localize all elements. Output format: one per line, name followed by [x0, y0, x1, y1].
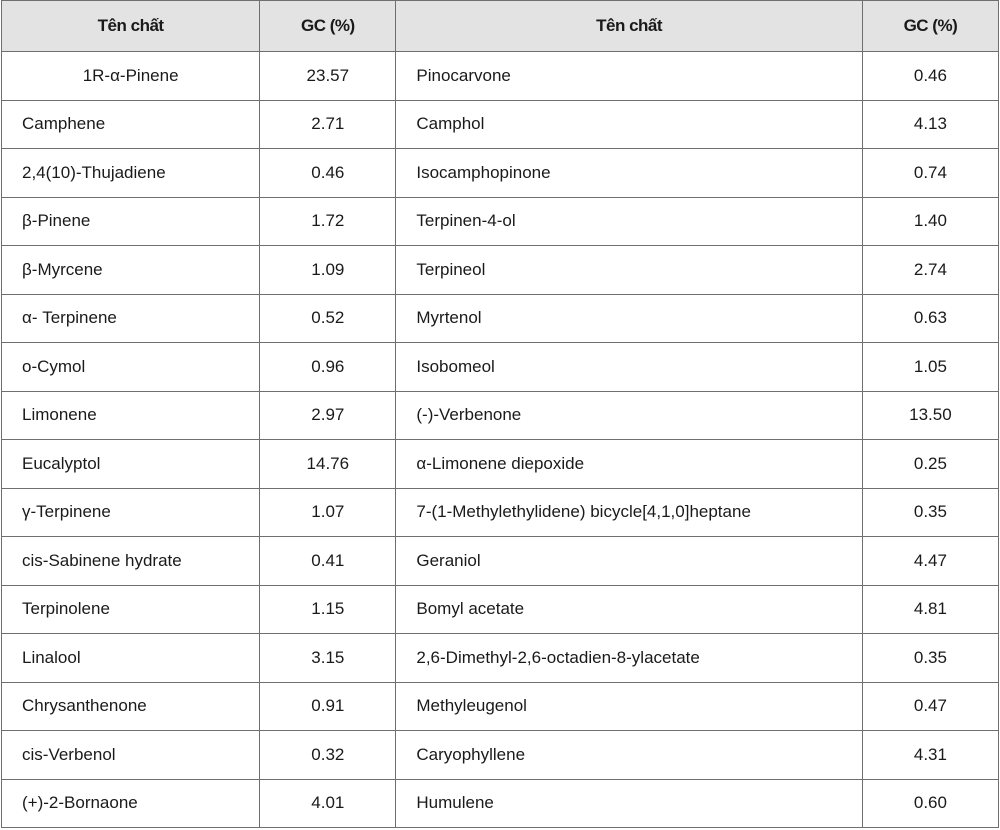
table-row	[2, 391, 999, 440]
table-row	[2, 634, 999, 683]
gc-value-cell: 0.32	[260, 731, 396, 780]
compound-name-cell: β-Pinene	[2, 197, 260, 246]
header-row	[2, 1, 999, 52]
compound-name-cell: Pinocarvone	[396, 52, 862, 101]
compound-name-cell: Terpinen-4-ol	[396, 197, 862, 246]
compound-name-cell: Terpineol	[396, 246, 862, 295]
gc-value-cell: 4.47	[862, 537, 998, 586]
gc-value-cell: 4.81	[862, 585, 998, 634]
compound-name-cell: Terpinolene	[2, 585, 260, 634]
table-row	[2, 100, 999, 149]
header-name-right: Tên chất	[396, 1, 862, 52]
gc-value-cell: 13.50	[862, 391, 998, 440]
compound-name-cell: Limonene	[2, 391, 260, 440]
table-row	[2, 440, 999, 489]
compound-name-cell: Bomyl acetate	[396, 585, 862, 634]
table-row	[2, 488, 999, 537]
gc-value-cell: 1.05	[862, 343, 998, 392]
gc-value-cell: 2.71	[260, 100, 396, 149]
header-gc-right: GC (%)	[862, 1, 998, 52]
compound-name-cell: Myrtenol	[396, 294, 862, 343]
gc-value-cell: 4.01	[260, 779, 396, 828]
compound-name-cell: α- Terpinene	[2, 294, 260, 343]
compound-name-cell: Isobomeol	[396, 343, 862, 392]
gc-value-cell: 0.46	[260, 149, 396, 198]
gc-value-cell: 0.41	[260, 537, 396, 586]
table-row	[2, 537, 999, 586]
gc-value-cell: 0.35	[862, 488, 998, 537]
compound-name-cell: β-Myrcene	[2, 246, 260, 295]
gc-value-cell: 1.07	[260, 488, 396, 537]
table-row	[2, 246, 999, 295]
compound-name-cell: Camphene	[2, 100, 260, 149]
header-name-left: Tên chất	[2, 1, 260, 52]
gc-value-cell: 4.13	[862, 100, 998, 149]
compound-name-cell: (-)-Verbenone	[396, 391, 862, 440]
compound-name-cell: Camphol	[396, 100, 862, 149]
gc-value-cell: 1.09	[260, 246, 396, 295]
gc-value-cell: 3.15	[260, 634, 396, 683]
gc-value-cell: 0.52	[260, 294, 396, 343]
compound-name-cell: Isocamphopinone	[396, 149, 862, 198]
gc-value-cell: 2.97	[260, 391, 396, 440]
compound-name-cell: Humulene	[396, 779, 862, 828]
compound-name-cell: 2,4(10)-Thujadiene	[2, 149, 260, 198]
gc-value-cell: 23.57	[260, 52, 396, 101]
compound-name-cell: cis-Sabinene hydrate	[2, 537, 260, 586]
compound-table	[1, 0, 999, 828]
table-row	[2, 52, 999, 101]
gc-value-cell: 0.63	[862, 294, 998, 343]
table-row	[2, 779, 999, 828]
table-row	[2, 682, 999, 731]
gc-value-cell: 0.46	[862, 52, 998, 101]
compound-name-cell: o-Cymol	[2, 343, 260, 392]
table-row	[2, 343, 999, 392]
table-row	[2, 294, 999, 343]
gc-value-cell: 0.60	[862, 779, 998, 828]
compound-name-cell: 1R-α-Pinene	[2, 52, 260, 101]
compound-name-cell: Methyleugenol	[396, 682, 862, 731]
gc-value-cell: 0.47	[862, 682, 998, 731]
table-body	[2, 52, 999, 828]
table-row	[2, 585, 999, 634]
compound-name-cell: Chrysanthenone	[2, 682, 260, 731]
table-row	[2, 197, 999, 246]
gc-value-cell: 4.31	[862, 731, 998, 780]
gc-value-cell: 0.25	[862, 440, 998, 489]
gc-value-cell: 1.40	[862, 197, 998, 246]
gc-value-cell: 0.74	[862, 149, 998, 198]
gc-value-cell: 0.96	[260, 343, 396, 392]
gc-value-cell: 1.15	[260, 585, 396, 634]
gc-value-cell: 2.74	[862, 246, 998, 295]
table-row	[2, 731, 999, 780]
header-gc-left: GC (%)	[260, 1, 396, 52]
compound-name-cell: Caryophyllene	[396, 731, 862, 780]
gc-value-cell: 0.91	[260, 682, 396, 731]
gc-value-cell: 0.35	[862, 634, 998, 683]
compound-name-cell: 7-(1-Methylethylidene) bicycle[4,1,0]heptane	[396, 488, 862, 537]
compound-name-cell: Eucalyptol	[2, 440, 260, 489]
compound-name-cell: (+)-2-Bornaone	[2, 779, 260, 828]
gc-value-cell: 14.76	[260, 440, 396, 489]
compound-name-cell: Geraniol	[396, 537, 862, 586]
compound-name-cell: Linalool	[2, 634, 260, 683]
table-row	[2, 149, 999, 198]
compound-name-cell: γ-Terpinene	[2, 488, 260, 537]
compound-name-cell: α-Limonene diepoxide	[396, 440, 862, 489]
compound-name-cell: 2,6-Dimethyl-2,6-octadien-8-ylacetate	[396, 634, 862, 683]
compound-name-cell: cis-Verbenol	[2, 731, 260, 780]
gc-value-cell: 1.72	[260, 197, 396, 246]
